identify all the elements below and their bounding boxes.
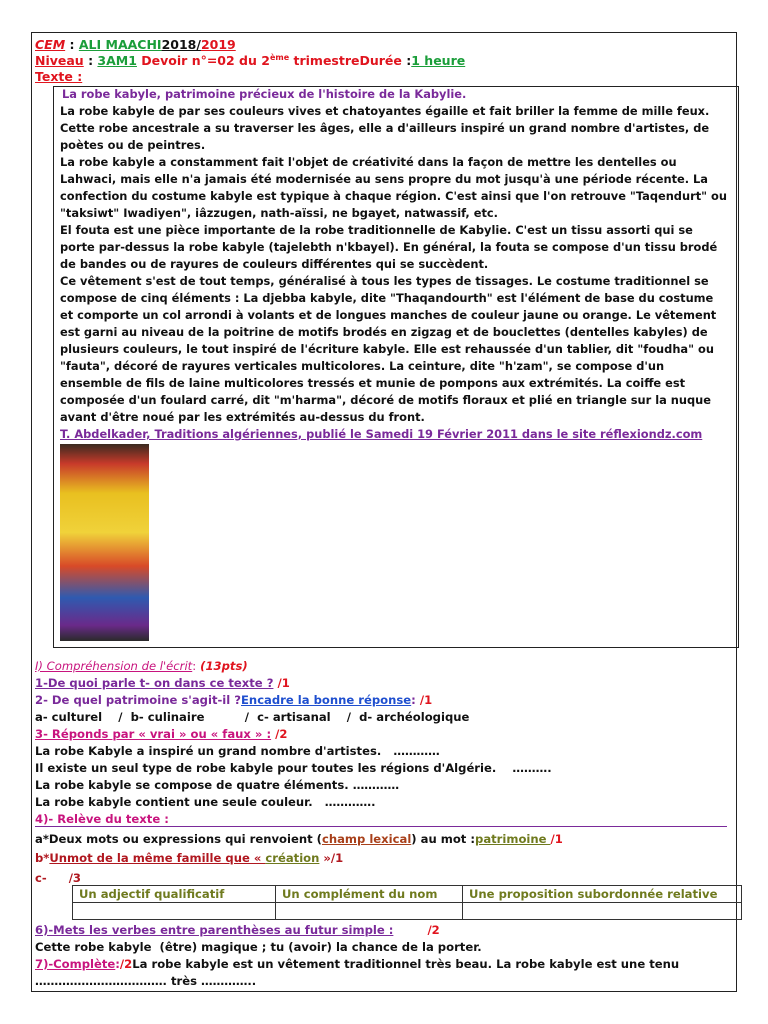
question-1-points: /1: [273, 676, 290, 690]
question-4-rule: [35, 826, 727, 827]
question-4b-prefix: b*: [35, 851, 50, 865]
question-4-title: 4)- Relève du texte :: [35, 812, 169, 826]
question-3-text: 3- Réponds par « vrai » ou « faux » :: [35, 727, 272, 741]
passage-source: T. Abdelkader, Traditions algériennes, publié le Samedi 19 Février 2011 dans le site réflexiondz.com: [60, 427, 703, 441]
year-b: 2019: [200, 37, 236, 52]
question-2-points: /1: [419, 693, 433, 707]
devoir-title: Devoir n°=02 du 2: [141, 53, 270, 69]
question-7-label: 7)-Complète: [35, 957, 116, 971]
question-4b-points: »/1: [319, 851, 344, 865]
question-4a-text-2: ) au mot :: [411, 832, 476, 846]
duree-sep: :: [401, 53, 412, 69]
question-1: [35, 676, 290, 690]
question-3: [35, 727, 287, 741]
question-7: [35, 957, 679, 971]
header-adjectif: Un adjectif qualificatif: [73, 886, 276, 903]
duree-label: Durée: [359, 53, 402, 69]
champ-lexical-label: champ lexical: [321, 832, 412, 846]
question-1-text: 1-De quoi parle t- on dans ce texte ?: [35, 676, 274, 690]
question-6: [35, 923, 440, 937]
question-2-options: a- culturel / b- culinaire / c- artisanal / d- archéologique: [35, 710, 470, 724]
question-7-line-2: ……………………………. très …………..: [35, 974, 257, 988]
niveau-sep: :: [83, 53, 98, 69]
passage-title: La robe kabyle, patrimoine précieux de l'histoire de la Kabylie.: [62, 87, 467, 101]
header-complement: Un complément du nom: [276, 886, 463, 903]
section-1-points: (13pts): [200, 659, 248, 673]
statement-3: La robe kabyle se compose de quatre éléments. …………: [35, 778, 400, 792]
niveau-label: Niveau: [35, 53, 84, 69]
passage-paragraph-2: La robe kabyle a constamment fait l'objet de créativité dans la façon de mettre les dentelles ou Lahwaci, mais elle n'a jamais été modernisée au sens propre du mot jusqu'à une période récente. La confection du costume kabyle est typique à chaque région. C'est ainsi que l'on retrouve "Taqendurt" ou "taksiwt" Iwadiyen", iâzzugen, nath-aïssi, ne bgayet, natwassif, etc.: [60, 155, 727, 220]
question-4c-points: /3: [68, 871, 81, 885]
question-4a-points: /1: [550, 832, 563, 846]
school-name: ALI MAACHI: [78, 37, 162, 52]
cem-label: CEM: [35, 37, 66, 52]
texte-label: Texte :: [35, 69, 83, 84]
devoir-sup: ème: [269, 53, 290, 62]
passage-paragraph-1: La robe kabyle de par ses couleurs vives et chatoyantes égaille et fait briller la femme de mille feux. Cette robe ancestrale a su traverser les âges, elle a d'ailleurs inspiré un grand nombre d'artistes, de poètes ou de peintres.: [60, 104, 710, 152]
answer-table: [72, 885, 742, 920]
statement-4: La robe kabyle contient une seule couleur. ………….: [35, 795, 376, 809]
header-subordonnee: Une proposition subordonnée relative: [463, 886, 742, 903]
year-a: 2018/: [161, 37, 201, 52]
answer-cell-complement[interactable]: [276, 903, 463, 920]
question-6-sentence: Cette robe kabyle (être) magique ; tu (avoir) la chance de la porter.: [35, 940, 482, 954]
question-4b-text: Unmot de la même famille que «: [49, 851, 266, 865]
question-2-text: 2- De quel patrimoine s'agit-il ?: [35, 693, 242, 707]
passage-paragraph-3: El fouta est une pièce importante de la robe traditionnelle de Kabylie. C'est un tissu assorti qui se porte par-dessus la robe kabyle (tajelebth n'kbayel). En général, la fouta se compose d'un tissu brodé de bandes ou de rayures de couleurs différentes qui se succèdent.: [60, 223, 718, 271]
answer-table-header: [73, 886, 742, 903]
creation-word: création: [265, 851, 320, 865]
header-line-2: [35, 53, 465, 68]
question-4c: [35, 871, 81, 885]
passage-paragraph-4: Ce vêtement s'est de tout temps, généralisé à tous les types de tissages. Le costume traditionnel se compose de cinq éléments : La djebba kabyle, dite "Thaqandourth" est l'élément de base du costume et comporte un col arrondi à volants et de longues manches de couleur jaune ou orange. Le vêtement est garni au niveau de la poitrine de motifs brodés en zigzag et de bouclettes (dentelles kabyles) de plusieurs couleurs, le tout inspiré de l'écriture kabyle. Elle est rehaussée d'un tablier, dit "foudha" ou "fauta", décoré de rayures verticales multicolores. La ceinture, dite "h'zam", se compose d'un ensemble de fils de laine multicolores tressés et munie de pompons aux extrémités. La coiffe est composée d'un foulard carré, dit "m'harma", décoré de motifs floraux et plié en triangle sur la nuque avant d'être noué par les extrémités au-dessus du front.: [60, 274, 717, 424]
question-2-colon: :: [411, 693, 416, 707]
duree-value: 1 heure: [411, 53, 466, 69]
answer-cell-subordonnee[interactable]: [463, 903, 742, 920]
section-1-title: [35, 659, 248, 673]
class-name: 3AM1: [97, 53, 137, 69]
passage: [60, 86, 728, 443]
question-6-text: 6)-Mets les verbes entre parenthèses au futur simple :: [35, 923, 394, 937]
question-6-points: /2: [427, 923, 440, 937]
question-7-points: /2: [119, 957, 133, 971]
kabyle-dress-photo: [60, 444, 149, 641]
section-1-label: I) Compréhension de l'écrit: [35, 659, 193, 673]
question-3-points: /2: [271, 727, 288, 741]
question-7-text: La robe kabyle est un vêtement traditionnel très beau. La robe kabyle est une tenu: [132, 957, 680, 971]
trimestre: trimestre: [289, 53, 360, 69]
question-2: [35, 693, 432, 707]
section-1-colon: :: [192, 659, 197, 673]
question-4c-prefix: c-: [35, 871, 47, 885]
question-4a-text: a*Deux mots ou expressions qui renvoient (: [35, 832, 322, 846]
answer-cell-adjectif[interactable]: [73, 903, 276, 920]
header-line-1: [35, 37, 236, 52]
answer-table-row: [73, 903, 742, 920]
patrimoine-word: patrimoine: [475, 832, 551, 846]
statement-2: Il existe un seul type de robe kabyle pour toutes les régions d'Algérie. ……….: [35, 761, 552, 775]
question-7-colon: :: [115, 957, 120, 971]
question-4b: [35, 851, 343, 865]
question-4a: [35, 832, 563, 846]
cem-sep: :: [65, 37, 79, 52]
statement-1: La robe Kabyle a inspiré un grand nombre d'artistes. …………: [35, 744, 440, 758]
question-2-instruction: Encadre la bonne réponse: [241, 693, 412, 707]
